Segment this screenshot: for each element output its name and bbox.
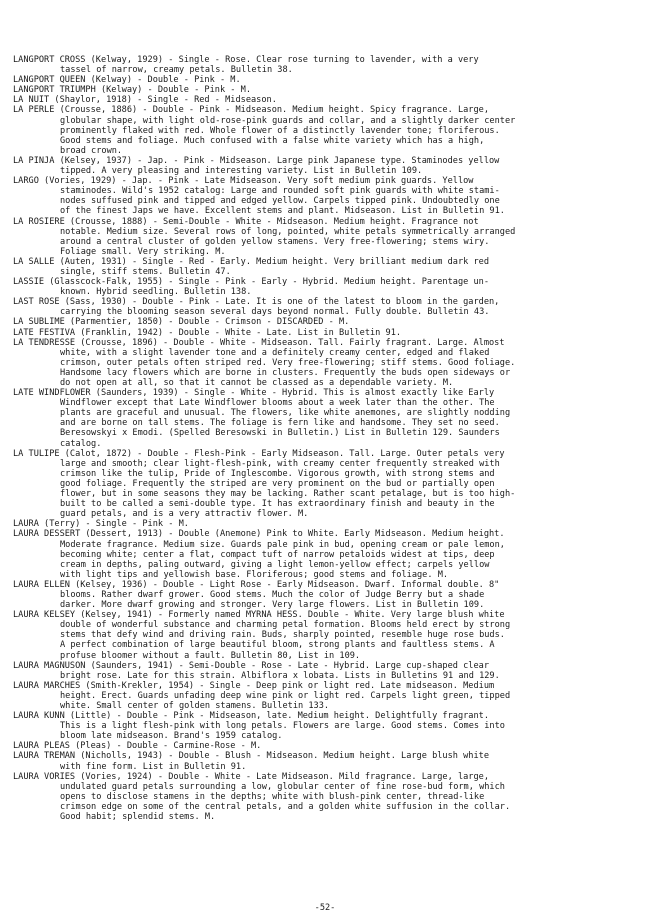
peony-entry xyxy=(13,580,638,610)
entry-continuation-line: of the finest Japs we have. Excellent stems and plant. Midseason. List in Bulletin 91. xyxy=(60,206,505,217)
entry-continuation-line: notable. Medium size. Several rows of long, pointed, white petals symmetrically arranged xyxy=(60,226,516,237)
peony-entry xyxy=(13,317,638,327)
entry-continuation-line: catalog. xyxy=(60,438,102,449)
entry-continuation-line: double of wonderful substance and charming petal formation. Blooms held erect by strong xyxy=(60,620,511,631)
entry-continuation-line: This is a light flesh-pink with long petals. Flowers are large. Good stems. Comes into xyxy=(60,721,505,732)
entry-continuation-line: crimson edge on some of the central petals, and a golden white suffusion in the collar. xyxy=(60,801,511,812)
entry-heading-line: LA PINJA (Kelsey, 1937) - Jap. - Pink - Midseason. Large pink Japanese type. Staminodes yellow xyxy=(13,155,500,166)
entry-continuation-line: blooms. Rather dwarf grower. Good stems. Much the color of Judge Berry but a shade xyxy=(60,589,485,600)
entry-continuation-line: plants are graceful and unusual. The flowers, like white anemones, are slightly nodding xyxy=(60,408,511,419)
entry-heading-line: LAURA KUNN (Little) - Double - Pink - Midseason, late. Medium height. Delightfully fragrant. xyxy=(13,711,489,722)
entry-heading-line: LA PERLE (Crousse, 1886) - Double - Pink - Midseason. Medium height. Spicy fragrance. Large, xyxy=(13,105,489,116)
entry-heading-line: LAURA ELLEN (Kelsey, 1936) - Double - Light Rose - Early Midseason. Dwarf. Informal double. 8" xyxy=(13,579,500,590)
peony-entry xyxy=(13,328,638,338)
entry-continuation-line: known. Hybrid seedling. Bulletin 138. xyxy=(60,287,252,298)
entry-heading-line: LATE WINDFLOWER (Saunders, 1939) - Single - White - Hybrid. This is almost exactly like Early xyxy=(13,388,495,399)
entry-continuation-line: Good habit; splendid stems. M. xyxy=(60,812,216,823)
entry-heading-line: LA SALLE (Auten, 1931) - Single - Red - Early. Medium height. Very brilliant medium dark red xyxy=(13,256,489,267)
peony-entry xyxy=(13,388,638,449)
entry-continuation-line: white. Small center of golden stamens. Bulletin 133. xyxy=(60,701,330,711)
entry-continuation-line: cream in depths, paling outward, giving a light lemon-yellow effect; carpels yellow xyxy=(60,559,490,570)
peony-entry xyxy=(13,772,638,822)
peony-entry xyxy=(13,519,638,529)
entry-list xyxy=(13,55,638,822)
entry-heading-line: LATE FESTIVA (Franklin, 1942) - Double - White - Late. List in Bulletin 91. xyxy=(13,327,402,338)
entry-heading-line: LAST ROSE (Sass, 1930) - Double - Pink - Late. It is one of the latest to bloom in the garden, xyxy=(13,297,500,308)
peony-entry xyxy=(13,75,638,85)
entry-continuation-line: white, with a slight lavender tone and a definitely creamy center, edged and flaked xyxy=(60,347,490,358)
entry-continuation-line: profuse bloomer without a fault. Bulletin 80, List in 109. xyxy=(60,650,361,661)
entry-continuation-line: bright rose. Late for this strain. Albiflora x lobata. Lists in Bulletins 91 and 129. xyxy=(60,670,500,681)
peony-entry xyxy=(13,751,638,771)
peony-entry xyxy=(13,741,638,751)
peony-entry xyxy=(13,85,638,95)
entry-continuation-line: Foliage small. Very striking. M. xyxy=(60,246,226,257)
entry-continuation-line: becoming white; center a flat, compact tuft of narrow petaloids widest at tips, deep xyxy=(60,549,495,560)
entry-heading-line: LANGPORT CROSS (Kelway, 1929) - Single - Rose. Clear rose turning to lavender, with a very xyxy=(13,55,479,65)
entry-continuation-line: built to be called a semi-double type. It has extraordinary finish and beauty in the xyxy=(60,499,495,510)
peony-entry xyxy=(13,661,638,681)
peony-entry xyxy=(13,681,638,711)
peony-entry xyxy=(13,217,638,257)
entry-continuation-line: good foliage. Frequently the striped are very prominent on the bud or partially open xyxy=(60,478,495,489)
entry-continuation-line: tassel of narrow, creamy petals. Bulletin 38. xyxy=(60,65,293,76)
peony-entry xyxy=(13,257,638,277)
peony-entry xyxy=(13,449,638,520)
entry-continuation-line: Handsome lacy flowers which are borne in clusters. Frequently the buds open sideways or xyxy=(60,367,511,378)
entry-continuation-line: prominently flaked with red. Whole flower of a distinctly lavender tone; floriferous. xyxy=(60,125,500,136)
entry-continuation-line: carrying the blooming season several days beyond normal. Fully double. Bulletin 43. xyxy=(60,307,490,318)
entry-heading-line: LA TULIPE (Calot, 1872) - Double - Flesh-Pink - Early Midseason. Tall. Large. Outer petals very xyxy=(13,448,505,459)
entry-continuation-line: crimson like the tulip, Pride of Inglescombe. Vigorous growth, with strong stems and xyxy=(60,468,495,479)
entry-continuation-line: with light tips and yellowish base. Floriferous; good stems and foliage. M. xyxy=(60,569,449,580)
page-number: -52- xyxy=(314,903,336,913)
peony-entry xyxy=(13,338,638,388)
entry-continuation-line: height. Erect. Guards unfading deep wine pink or light red. Carpels light green, tipped xyxy=(60,690,511,701)
entry-continuation-line: broad crown. xyxy=(60,145,123,156)
entry-heading-line: LA NUIT (Shaylor, 1918) - Single - Red - Midseason. xyxy=(13,95,277,106)
entry-heading-line: LANGPORT QUEEN (Kelway) - Double - Pink - M. xyxy=(13,75,241,86)
entry-heading-line: LAURA MAGNUSON (Saunders, 1941) - Semi-Double - Rose - Late - Hybrid. Large cup-shaped clear xyxy=(13,660,489,671)
entry-continuation-line: tipped. A very pleasing and interesting variety. List in Bulletin 109. xyxy=(60,166,423,177)
entry-heading-line: LARGO (Vories, 1929) - Jap. - Pink - Late Midseason. Very soft medium pink guards. Yellow xyxy=(13,176,474,187)
peony-entry xyxy=(13,156,638,176)
entry-continuation-line: crimson, outer petals often striped red. Very free-flowering; stiff stems. Good foliage. xyxy=(60,357,516,368)
entry-continuation-line: do not open at all, so that it cannot be classed as a dependable variety. M. xyxy=(60,378,454,388)
entry-continuation-line: stems that defy wind and driving rain. Buds, sharply pointed, resemble huge rose buds. xyxy=(60,630,505,641)
entry-continuation-line: darker. More dwarf growing and stronger. Very large flowers. List in Bulletin 109. xyxy=(60,600,485,611)
entry-continuation-line: staminodes. Wild's 1952 catalog: Large and rounded soft pink guards with white stami- xyxy=(60,186,500,197)
peony-entry xyxy=(13,529,638,579)
peony-entry xyxy=(13,610,638,660)
entry-continuation-line: bloom late midseason. Brand's 1959 catalog. xyxy=(60,731,283,742)
peony-entry xyxy=(13,55,638,75)
entry-continuation-line: guard petals, and is a very attractiv flower. M. xyxy=(60,509,309,520)
entry-heading-line: LA SUBLIME (Parmentier, 1850) - Double - Crimson - DISCARDED - M. xyxy=(13,317,350,328)
entry-heading-line: LAURA PLEAS (Pleas) - Double - Carmine-Rose - M. xyxy=(13,741,262,752)
peony-entry xyxy=(13,297,638,317)
entry-continuation-line: around a central cluster of golden yellow stamens. Very free-flowering; stems wiry. xyxy=(60,236,490,247)
entry-continuation-line: Moderate fragrance. Medium size. Guards pale pink in bud, opening cream or pale lemon, xyxy=(60,539,505,550)
entry-continuation-line: large and smooth; clear light-flesh-pink, with creamy center frequently streaked with xyxy=(60,458,500,469)
entry-continuation-line: opens to disclose stamens in the depths; white with blush-pink center, thread-like xyxy=(60,791,485,802)
entry-continuation-line: Good stems and foliage. Much confused with a false white variety which has a high, xyxy=(60,135,485,146)
peony-entry xyxy=(13,176,638,216)
entry-continuation-line: Beresowskyi x Emodi. (Spelled Beresowski in Bulletin.) List in Bulletin 129. Saunders xyxy=(60,428,500,439)
peony-entry xyxy=(13,105,638,155)
entry-heading-line: LAURA TREMAN (Nicholls, 1943) - Double - Blush - Midseason. Medium height. Large blush white xyxy=(13,751,489,762)
entry-continuation-line: with fine form. List in Bulletin 91. xyxy=(60,761,247,772)
entry-continuation-line: A perfect combination of large beautiful bloom, strong plants and faultless stems. A xyxy=(60,640,495,651)
entry-continuation-line: globular shape, with light old-rose-pink guards and collar, and a slightly darker center xyxy=(60,115,516,126)
entry-continuation-line: undulated guard petals surrounding a low, globular center of fine rose-bud form, which xyxy=(60,781,505,792)
entry-heading-line: LANGPORT TRIUMPH (Kelway) - Double - Pink - M. xyxy=(13,85,251,96)
peony-entry xyxy=(13,95,638,105)
entry-continuation-line: nodes suffused pink and tipped and edged yellow. Carpels tipped pink. Undoubtedly one xyxy=(60,196,500,207)
entry-heading-line: LAURA MARCHES (Smith-Krekler, 1954) - Single - Deep pink or light red. Late midseason. Medium xyxy=(13,680,495,691)
entry-heading-line: LAURA KELSEY (Kelsey, 1941) - Formerly named MYRNA HESS. Double - White. Very large blush white xyxy=(13,610,505,621)
entry-continuation-line: Windflower except that Late Windflower blooms about a week later than the other. The xyxy=(60,398,495,409)
entry-heading-line: LAURA DESSERT (Dessert, 1913) - Double (Anemone) Pink to White. Early Midseason. Medium height. xyxy=(13,529,505,540)
entry-heading-line: LA TENDRESSE (Crousse, 1896) - Double - White - Midseason. Tall. Fairly fragrant. Large. Almost xyxy=(13,337,505,348)
entry-continuation-line: and are borne on tall stems. The foliage is fern like and handsome. They set no seed. xyxy=(60,418,500,429)
entry-continuation-line: flower, but in some seasons they may be lacking. Rather scant petalage, but is too high- xyxy=(60,489,516,500)
entry-heading-line: LAURA VORIES (Vories, 1924) - Double - White - Late Midseason. Mild fragrance. Large, large, xyxy=(13,771,489,782)
entry-heading-line: LA ROSIERE (Crousse, 1888) - Semi-Double - White - Midseason. Medium height. Fragrance not xyxy=(13,216,479,227)
entry-heading-line: LAURA (Terry) - Single - Pink - M. xyxy=(13,519,189,530)
peony-entry xyxy=(13,711,638,741)
peony-entry xyxy=(13,277,638,297)
entry-heading-line: LASSIE (Glasscock-Falk, 1955) - Single - Pink - Early - Hybrid. Medium height. Parentage un- xyxy=(13,277,489,288)
entry-continuation-line: single, stiff stems. Bulletin 47. xyxy=(60,266,231,277)
